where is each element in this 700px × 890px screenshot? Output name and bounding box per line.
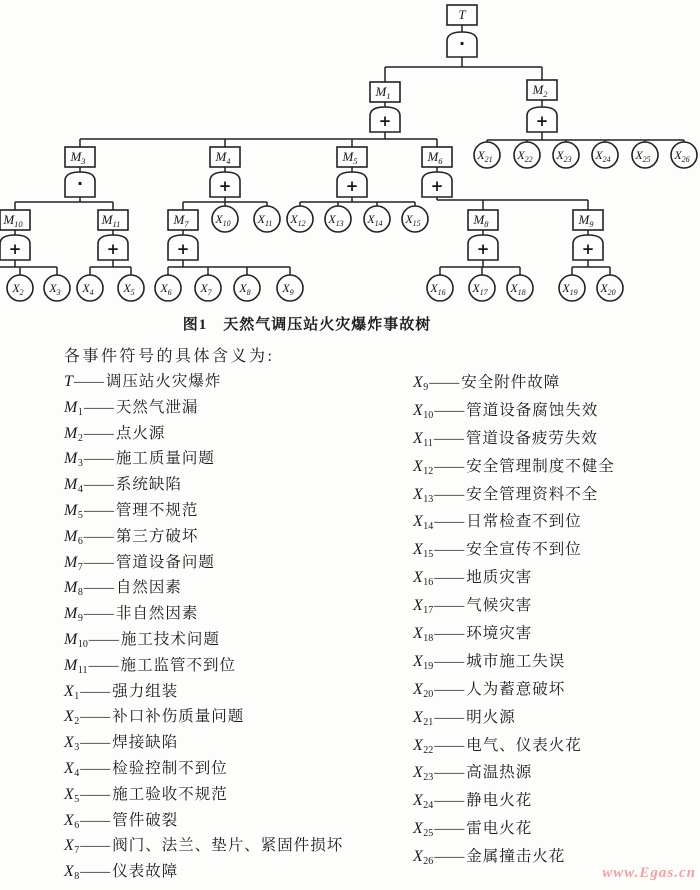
legend-symbol-subscript: 19	[423, 660, 434, 672]
or-gate-symbol: +	[345, 177, 359, 195]
legend-symbol-subscript: 1	[77, 406, 83, 418]
event-box-label: $M_3$	[70, 149, 86, 166]
legend-symbol: X	[413, 820, 423, 838]
legend-symbol: M	[64, 630, 78, 648]
legend-item-X7	[64, 833, 409, 859]
legend-dash: ——	[434, 737, 465, 754]
legend-item-X18	[413, 620, 698, 648]
legend-symbol-subscript: 2	[77, 432, 83, 444]
legend-symbol: X	[64, 837, 74, 855]
legend-item-M7	[64, 550, 409, 576]
legend-item-X19	[413, 648, 698, 676]
legend-description: 管件破裂	[112, 811, 179, 829]
legend-symbol-subscript: 9	[423, 382, 429, 393]
legend-symbol: X	[413, 541, 423, 559]
legend-symbol: M	[64, 424, 78, 442]
legend-dash: ——	[80, 735, 111, 752]
legend-symbol-subscript: 12	[423, 465, 434, 477]
basic-event-label: $X_{21}$	[477, 148, 493, 164]
legend-description: 自然因素	[115, 579, 182, 597]
legend-symbol: X	[413, 569, 423, 587]
legend-symbol-subscript: 1	[74, 690, 80, 702]
legend-symbol-subscript: 5	[77, 509, 83, 521]
legend-symbol-subscript: 8	[77, 587, 83, 599]
legend-item-X6	[64, 808, 409, 834]
legend-description: 安全管理资料不全	[466, 485, 599, 503]
legend-item-X22	[413, 732, 698, 760]
legend-description: 城市施工失误	[466, 652, 566, 670]
legend-dash: ——	[83, 606, 114, 623]
legend-dash: ——	[73, 374, 104, 390]
legend-dash: ——	[434, 542, 465, 559]
legend-symbol-subscript: 10	[423, 409, 434, 421]
legend-description: 管道设备疲劳失效	[465, 429, 598, 447]
legend-description: 阀门、法兰、垫片、紧固件损坏	[112, 837, 344, 855]
legend-dash: ——	[80, 786, 111, 803]
legend-dash: ——	[83, 580, 114, 597]
legend-symbol-subscript: 23	[423, 772, 434, 784]
or-gate-symbol: +	[581, 240, 595, 258]
legend-description: 日常检查不到位	[466, 513, 582, 531]
legend-symbol-subscript: 18	[423, 633, 434, 645]
legend-dash: ——	[433, 430, 464, 447]
or-gate-symbol: +	[476, 240, 490, 258]
legend-description: 施工技术问题	[120, 630, 220, 648]
legend-symbol-subscript: 8	[74, 871, 80, 883]
legend-item-X15	[413, 536, 698, 564]
and-gate-symbol: ·	[76, 174, 84, 193]
legend-symbol: X	[413, 652, 423, 670]
legend-description: 焊接缺陷	[112, 734, 179, 752]
legend-symbol: X	[413, 764, 423, 782]
legend-dash: ——	[83, 451, 114, 468]
legend-symbol: X	[64, 708, 74, 726]
legend-item-M10	[64, 627, 409, 653]
basic-event-label: $X_5$	[123, 281, 135, 297]
legend-symbol: X	[64, 785, 74, 803]
legend-symbol: X	[64, 759, 74, 777]
basic-event-label: $X_{11}$	[257, 212, 273, 228]
legend-dash: ——	[434, 458, 465, 475]
and-gate-symbol: ·	[458, 34, 466, 53]
legend-intro-text: 各事件符号的具体含义为:	[64, 348, 275, 365]
legend-item-X8	[64, 859, 409, 885]
legend-symbol-subscript: 25	[423, 828, 434, 840]
legend-symbol: M	[64, 450, 78, 468]
basic-event-label: $X_{19}$	[562, 281, 578, 297]
legend-symbol: X	[413, 597, 423, 615]
or-gate-symbol: +	[176, 240, 190, 258]
legend-dash: ——	[434, 570, 465, 587]
legend-symbol: X	[64, 863, 74, 881]
legend-item-M6	[64, 524, 409, 550]
legend-description: 高温热源	[466, 764, 533, 782]
legend-dash: ——	[429, 375, 460, 391]
event-box-label: $M_9$	[578, 212, 594, 229]
legend-item-X4	[64, 756, 409, 782]
legend-left-column	[64, 369, 409, 885]
legend-description: 强力组装	[112, 682, 179, 700]
legend-description: 安全宣传不到位	[466, 541, 582, 559]
event-box-label: $M_{10}$	[3, 212, 23, 229]
basic-event-label: $X_{22}$	[517, 148, 533, 164]
legend-dash: ——	[434, 626, 465, 643]
event-box-label: $M_7$	[173, 212, 189, 229]
basic-event-label: $X_{23}$	[556, 148, 572, 164]
basic-event-label: $X_{14}$	[367, 212, 383, 228]
legend-symbol-subscript: 14	[423, 521, 434, 533]
legend-symbol-subscript: 22	[423, 744, 434, 756]
legend-description: 第三方破坏	[115, 527, 199, 545]
basic-event-label: $X_8$	[239, 281, 251, 297]
legend-symbol: M	[64, 605, 78, 623]
legend-symbol: X	[413, 848, 423, 866]
event-box-label: $M_2$	[532, 82, 548, 99]
basic-event-label: $X_{17}$	[472, 281, 488, 297]
basic-event-label: $X_{18}$	[510, 281, 526, 297]
legend-dash: ——	[434, 681, 465, 698]
legend-dash: ——	[83, 425, 114, 442]
legend-symbol: X	[413, 401, 423, 419]
legend-description: 调压站火灾爆炸	[105, 373, 222, 390]
legend-right-column	[413, 369, 698, 871]
legend-symbol-subscript: 15	[423, 549, 434, 561]
legend-item-X14	[413, 508, 698, 536]
legend-item-M5	[64, 498, 409, 524]
legend-symbol-subscript: 5	[74, 793, 80, 805]
legend-description: 检验控制不到位	[112, 759, 228, 777]
legend-symbol-subscript: 10	[77, 638, 88, 650]
legend-description: 系统缺陷	[115, 476, 182, 494]
legend-description: 雷电火花	[466, 820, 533, 838]
event-box-label: $M_1$	[375, 84, 391, 101]
legend-symbol: X	[64, 734, 74, 752]
legend-symbol: X	[413, 680, 423, 698]
or-gate-symbol: +	[430, 177, 444, 195]
legend-dash: ——	[80, 838, 111, 855]
basic-event-label: $X_{13}$	[328, 212, 344, 228]
or-gate-symbol: +	[106, 240, 120, 258]
legend-description: 管道设备问题	[115, 553, 215, 571]
legend-item-X11	[413, 425, 698, 453]
legend-symbol: X	[413, 792, 423, 810]
legend-item-X24	[413, 787, 698, 815]
figure-caption-title: 天然气调压站火灾爆炸事故树	[223, 317, 432, 333]
legend-item-X21	[413, 704, 698, 732]
legend-item-X25	[413, 815, 698, 843]
legend-dash: ——	[80, 812, 111, 829]
legend-description: 补口补伤质量问题	[112, 708, 245, 726]
legend-dash: ——	[434, 402, 465, 419]
basic-event-label: $X_{10}$	[215, 212, 231, 228]
legend-dash: ——	[80, 760, 111, 777]
basic-event-label: $X_4$	[82, 281, 94, 297]
legend-symbol: M	[64, 527, 78, 545]
basic-event-label: $X_{12}$	[290, 212, 306, 228]
legend-item-X1	[64, 679, 409, 705]
legend-description: 施工质量问题	[115, 450, 215, 468]
legend-dash: ——	[88, 657, 119, 674]
legend-symbol: X	[64, 811, 74, 829]
legend-dash: ——	[80, 864, 111, 881]
event-box-label: $M_{11}$	[101, 212, 121, 229]
basic-event-label: $X_{20}$	[600, 281, 616, 297]
legend-dash: ——	[434, 765, 465, 782]
legend-symbol-subscript: 2	[74, 716, 80, 728]
basic-event-label: $X_{25}$	[635, 148, 651, 164]
legend-dash: ——	[434, 849, 465, 866]
legend-description: 明火源	[466, 708, 516, 726]
legend-symbol-subscript: 13	[423, 493, 434, 505]
legend-item-X2	[64, 704, 409, 730]
legend-symbol: M	[64, 553, 78, 571]
legend-dash: ——	[434, 653, 465, 670]
legend-description: 电气、仪表火花	[466, 736, 582, 754]
legend-item-M8	[64, 575, 409, 601]
legend-item-X12	[413, 453, 698, 481]
legend-item-X23	[413, 759, 698, 787]
legend-item-M11	[64, 653, 409, 679]
legend-item-X20	[413, 676, 698, 704]
legend-symbol-subscript: 16	[423, 577, 434, 589]
basic-event-label: $X_{15}$	[405, 212, 421, 228]
legend-dash: ——	[88, 631, 119, 648]
legend-symbol: X	[413, 708, 423, 726]
legend-symbol-subscript: 4	[74, 767, 80, 779]
basic-event-label: $X_2$	[12, 281, 24, 297]
legend-description: 天然气泄漏	[115, 398, 199, 416]
legend-dash: ——	[80, 683, 111, 700]
legend-symbol: X	[413, 736, 423, 754]
legend-item-X13	[413, 481, 698, 509]
legend-description: 金属撞击火花	[466, 848, 566, 866]
legend-symbol: M	[64, 476, 78, 494]
legend-description: 仪表故障	[112, 863, 179, 881]
legend-dash: ——	[83, 399, 114, 416]
legend-description: 非自然因素	[115, 605, 199, 623]
legend-dash: ——	[80, 709, 111, 726]
legend-symbol-subscript: 6	[77, 535, 83, 547]
legend-symbol-subscript: 11	[77, 664, 88, 676]
legend-symbol-subscript: 21	[423, 716, 434, 728]
event-box-label: $M_6$	[427, 149, 443, 166]
legend-symbol-subscript: 7	[74, 845, 80, 857]
watermark-text: www.Egas.cn	[602, 865, 696, 881]
legend-symbol: X	[64, 682, 74, 700]
basic-event-label: $X_{26}$	[674, 148, 690, 164]
legend-description: 点火源	[115, 424, 166, 442]
legend-symbol: X	[413, 374, 423, 391]
legend-dash: ——	[83, 554, 114, 571]
legend-symbol: M	[64, 579, 78, 597]
legend-symbol-subscript: 6	[74, 819, 80, 831]
basic-event-label: $X_7$	[200, 281, 212, 297]
event-box-label: $M_8$	[473, 212, 489, 229]
legend-symbol: M	[64, 501, 78, 519]
legend-item-T	[64, 369, 409, 395]
or-gate-symbol: +	[218, 177, 232, 195]
legend-dash: ——	[434, 598, 465, 615]
legend-dash: ——	[434, 821, 465, 838]
legend-symbol-subscript: 9	[77, 613, 83, 625]
or-gate-symbol: +	[535, 112, 549, 130]
fault-tree-diagram	[0, 0, 700, 310]
legend-description: 静电火花	[466, 792, 533, 810]
legend-item-M2	[64, 421, 409, 447]
legend-symbol: M	[64, 656, 78, 674]
legend-symbol: X	[413, 429, 423, 447]
legend-symbol-subscript: 11	[423, 437, 433, 449]
legend-symbol-subscript: 7	[77, 561, 83, 573]
legend-dash: ——	[83, 528, 114, 545]
legend-symbol: X	[413, 625, 423, 643]
or-gate-symbol: +	[8, 240, 22, 258]
legend-dash: ——	[434, 486, 465, 503]
event-box-label: $M_4$	[215, 149, 231, 166]
legend-dash: ——	[434, 514, 465, 531]
legend-description: 地质灾害	[466, 569, 533, 587]
legend-symbol-subscript: 26	[423, 856, 434, 868]
event-box-label: T	[458, 7, 466, 22]
legend-description: 安全管理制度不健全	[466, 457, 615, 475]
figure-caption-label: 图1	[182, 317, 208, 333]
basic-event-label: $X_9$	[282, 281, 294, 297]
legend-symbol-subscript: 4	[77, 484, 83, 496]
legend-description: 施工验收不规范	[112, 785, 228, 803]
legend-symbol-subscript: 3	[74, 742, 80, 754]
legend-description: 环境灾害	[466, 625, 533, 643]
legend-symbol: X	[413, 485, 423, 503]
legend-dash: ——	[83, 477, 114, 494]
legend-item-M4	[64, 472, 409, 498]
legend-symbol: T	[64, 373, 73, 390]
legend-symbol-subscript: 24	[423, 800, 434, 812]
legend-description: 安全附件故障	[461, 374, 561, 391]
legend-item-M9	[64, 601, 409, 627]
legend-description: 人为蓄意破坏	[466, 680, 566, 698]
legend-dash: ——	[434, 793, 465, 810]
legend-dash: ——	[83, 502, 114, 519]
event-box-label: $M_5$	[342, 149, 358, 166]
legend-item-X9	[413, 369, 698, 397]
legend-symbol: X	[413, 457, 423, 475]
legend-symbol: X	[413, 513, 423, 531]
legend-item-M1	[64, 395, 409, 421]
basic-event-label: $X_{16}$	[430, 281, 446, 297]
legend-item-X10	[413, 397, 698, 425]
legend-symbol-subscript: 17	[423, 605, 434, 617]
basic-event-label: $X_3$	[49, 281, 61, 297]
legend-item-X16	[413, 564, 698, 592]
legend-symbol: M	[64, 398, 78, 416]
legend-item-M3	[64, 446, 409, 472]
legend-dash: ——	[434, 709, 465, 726]
legend-item-X17	[413, 592, 698, 620]
legend-description: 管理不规范	[115, 501, 199, 519]
legend-description: 施工监管不到位	[120, 656, 236, 674]
legend-symbol-subscript: 20	[423, 688, 434, 700]
legend-description: 气候灾害	[466, 597, 533, 615]
figure-caption	[0, 313, 614, 334]
basic-event-label: $X_6$	[160, 281, 172, 297]
or-gate-symbol: +	[378, 112, 392, 130]
legend-item-X3	[64, 730, 409, 756]
legend-symbol-subscript: 3	[77, 458, 83, 470]
basic-event-label: $X_{24}$	[595, 148, 611, 164]
legend-item-X5	[64, 782, 409, 808]
legend-description: 管道设备腐蚀失效	[466, 401, 599, 419]
